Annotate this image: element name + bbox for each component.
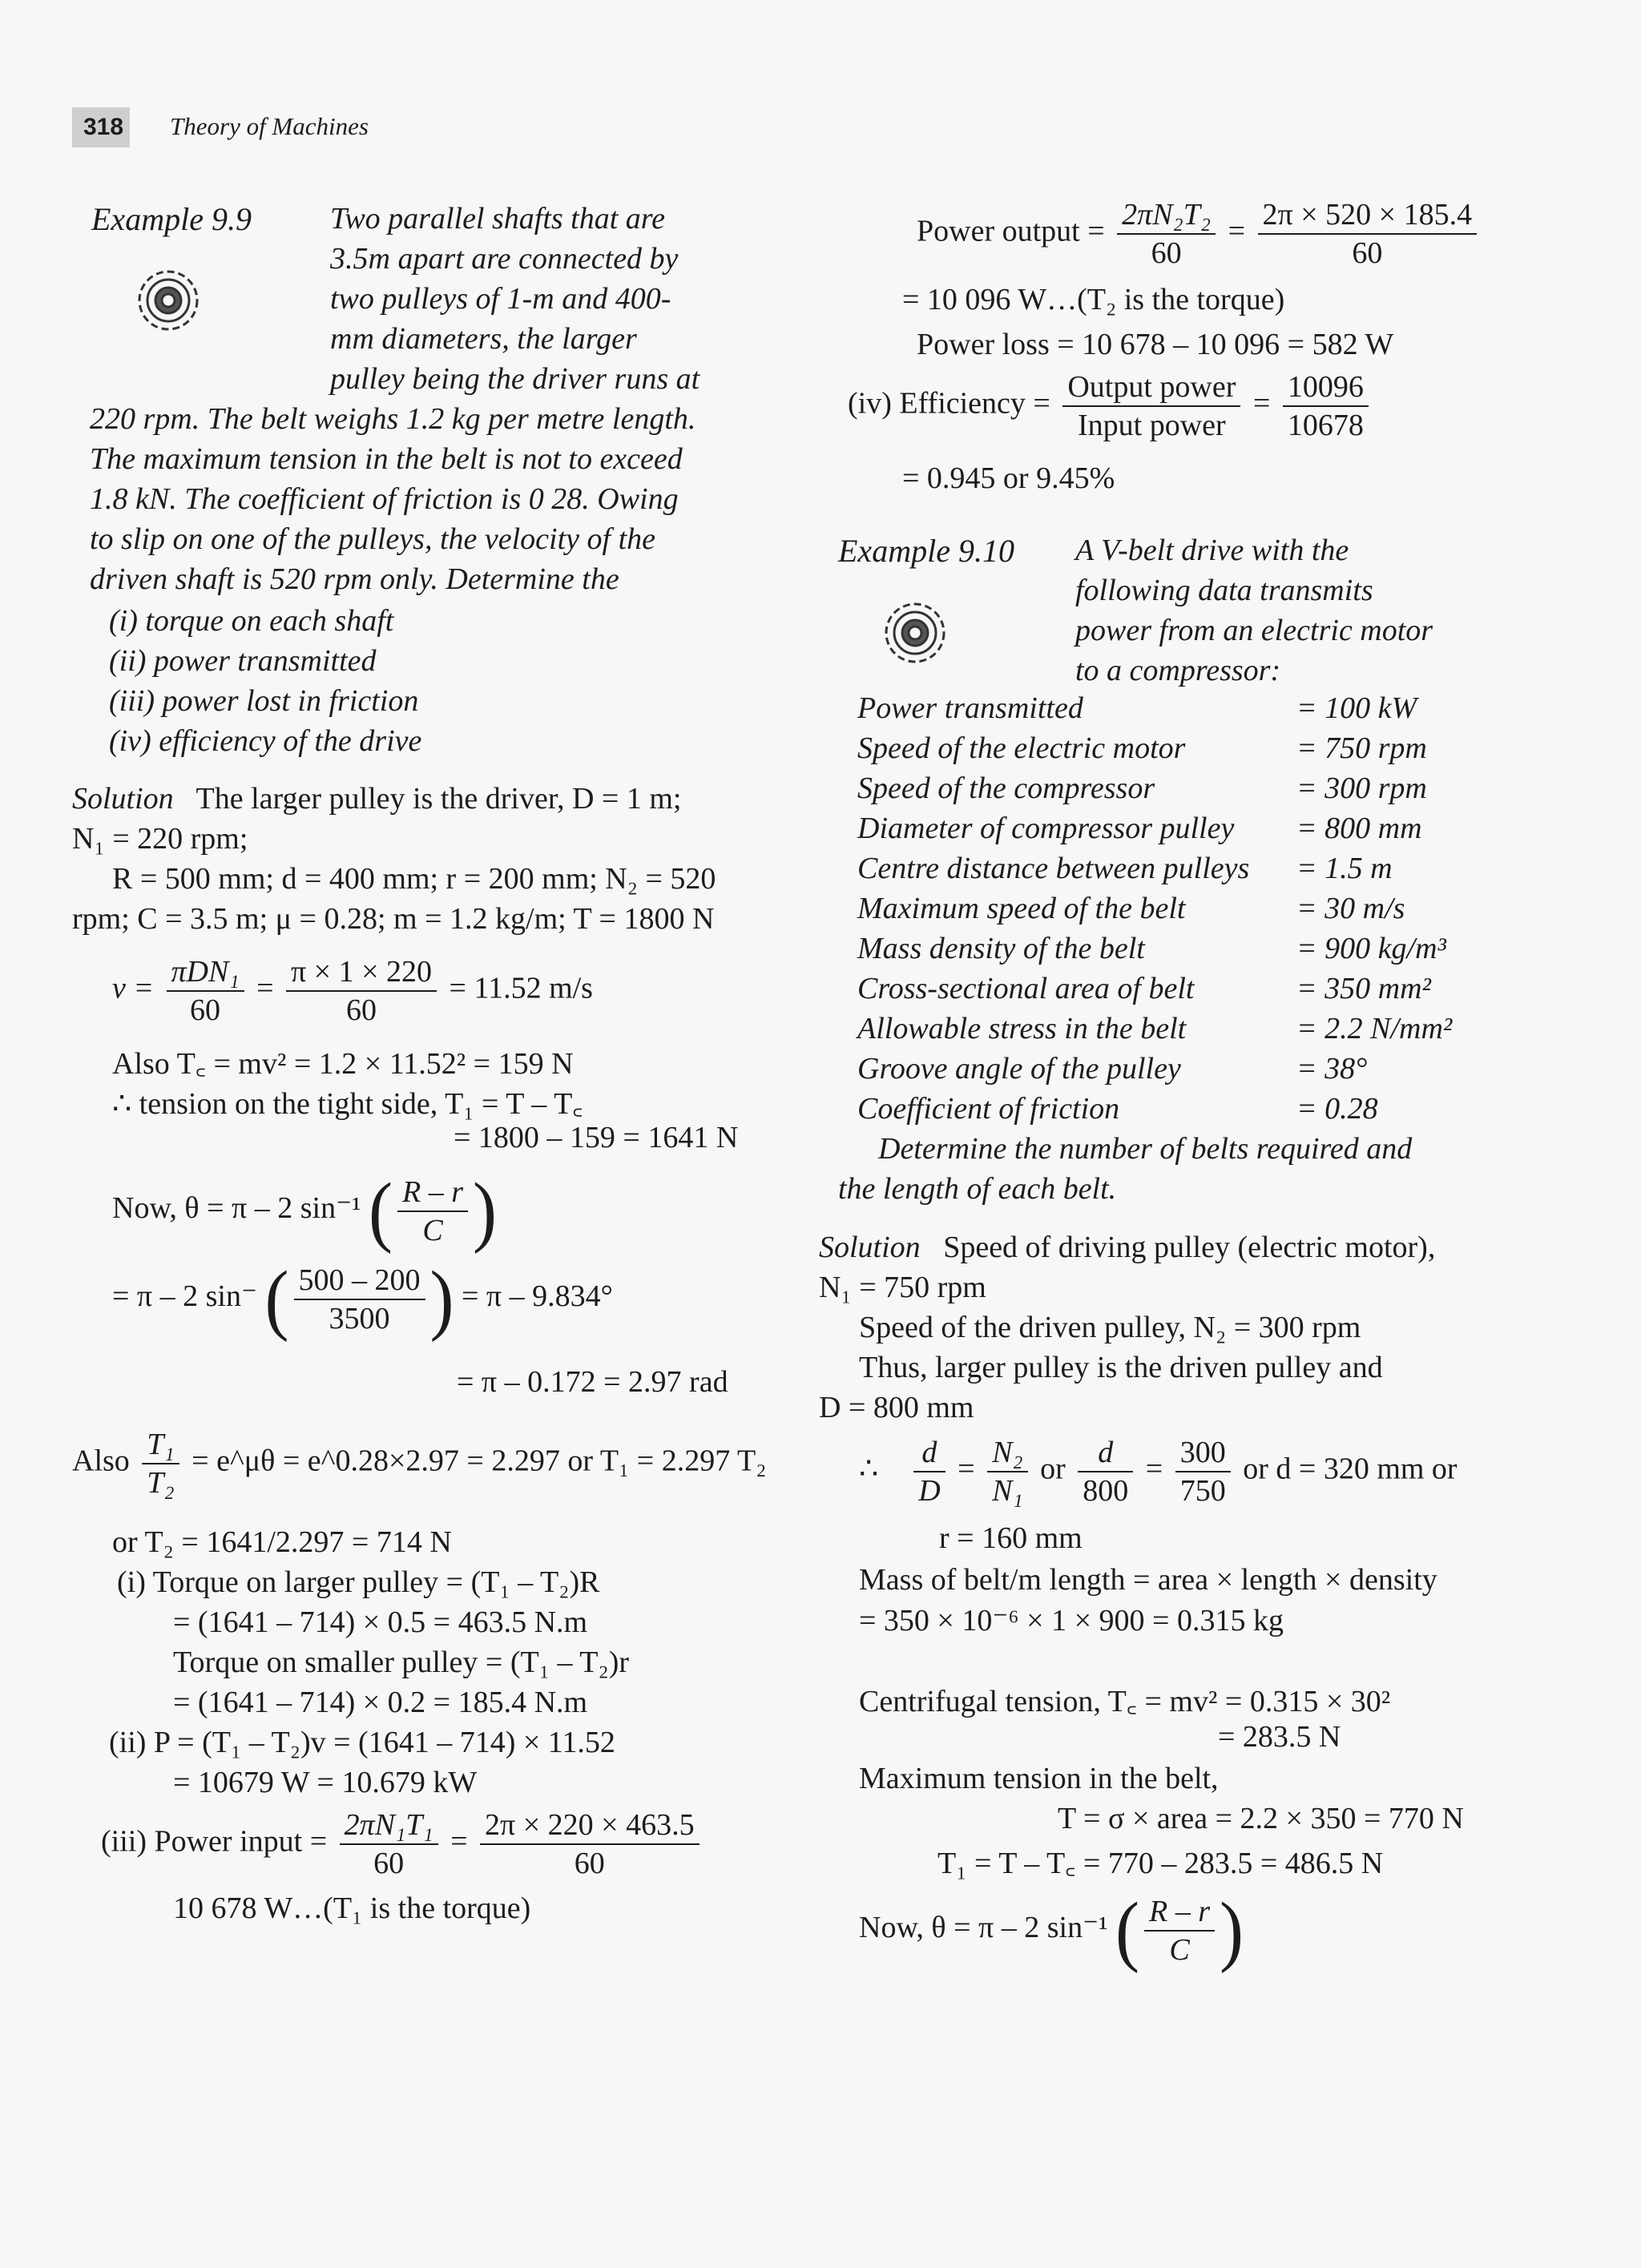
- problem-line: power from an electric motor: [1075, 614, 1433, 647]
- theta-equation: Now, θ = π – 2 sin⁻¹ ( $\frac{R - r}{C}$ ): [112, 1167, 497, 1255]
- task-item: (iv) efficiency of the drive: [109, 724, 422, 758]
- fraction: $\frac{d}{800}$: [1078, 1434, 1133, 1509]
- r-line: r = 160 mm: [939, 1521, 1083, 1555]
- torque-smaller-result: = (1641 – 714) × 0.2 = 185.4 N.m: [173, 1686, 588, 1719]
- efficiency-result: = 0.945 or 9.45%: [902, 461, 1115, 495]
- data-value: = 38°: [1296, 1052, 1368, 1086]
- data-value: = 750 rpm: [1296, 731, 1427, 765]
- example-9-10-label: Example 9.10: [838, 533, 1014, 569]
- power-input-equation: (iii) Power input = $\frac{\text{2πN₁T₁}}{60}$ = $\frac{2\pi \times 220 \times 463.5}{60}$: [101, 1807, 704, 1882]
- theta-substitution: = π – 2 sin⁻ ( $\frac{500 - 200}{3500}$ ) = π – 9.834°: [112, 1255, 613, 1343]
- data-value: = 300 rpm: [1296, 771, 1427, 805]
- problem-line: 3.5m apart are connected by: [330, 242, 679, 276]
- page-number-box: [72, 107, 130, 147]
- data-value: = 1.5 m: [1296, 852, 1393, 885]
- determine-line1: Determine the number of belts required and: [878, 1132, 1413, 1166]
- power-loss-line: Power loss = 10 678 – 10 096 = 582 W: [917, 328, 1394, 361]
- fraction: $\frac{\text{T₁}}{\text{T₂}}$: [142, 1426, 179, 1501]
- solution-9-9-line1: Solution The larger pulley is the driver, D = 1 m;: [72, 782, 682, 816]
- data-label: Cross-sectional area of belt: [857, 972, 1195, 1005]
- power-transmitted-result: = 10679 W = 10.679 kW: [173, 1766, 478, 1799]
- power-input-result: 10 678 W…(T₁ is the torque): [173, 1891, 531, 1925]
- solution-9-9-line3: R = 500 mm; d = 400 mm; r = 200 mm; N₂ = 520: [112, 862, 716, 896]
- example-9-9-problem-wrapped: [330, 199, 700, 399]
- problem-line: driven shaft is 520 rpm only. Determine the: [90, 562, 619, 596]
- fraction: $\frac{R - r}{C}$: [1144, 1893, 1215, 1968]
- data-label: Diameter of compressor pulley: [857, 812, 1235, 845]
- theta-result: = π – 0.172 = 2.97 rad: [457, 1365, 728, 1399]
- problem-line: Two parallel shafts that are: [330, 202, 666, 236]
- fraction: $\frac{R - r}{C}$: [397, 1174, 468, 1249]
- fraction: $\frac{2\pi \times 220 \times 463.5}{60}$: [480, 1807, 700, 1882]
- data-value: = 100 kW: [1296, 691, 1417, 725]
- solution-9-10-line4: Thus, larger pulley is the driven pulley and: [859, 1351, 1383, 1384]
- solution-9-10-line3: Speed of the driven pulley, N₂ = 300 rpm: [859, 1311, 1361, 1344]
- max-tension-line2: T = σ × area = 2.2 × 350 = 770 N: [1058, 1802, 1464, 1835]
- fraction: $\frac{\text{2πN₂T₂}}{60}$: [1117, 196, 1216, 272]
- task-item: (ii) power transmitted: [109, 644, 377, 678]
- data-value: = 30 m/s: [1296, 892, 1405, 925]
- data-label: Speed of the electric motor: [857, 731, 1186, 765]
- torque-larger-result: = (1641 – 714) × 0.5 = 463.5 N.m: [173, 1605, 588, 1639]
- power-transmitted-line: (ii) P = (T₁ – T₂)v = (1641 – 714) × 11.52: [109, 1726, 615, 1759]
- fraction: $\frac{500 - 200}{3500}$: [294, 1262, 425, 1337]
- data-label: Mass density of the belt: [857, 932, 1145, 965]
- problem-line: to a compressor:: [1075, 654, 1281, 687]
- mass-line2: = 350 × 10⁻⁶ × 1 × 900 = 0.315 kg: [859, 1604, 1284, 1638]
- max-tension-line1: Maximum tension in the belt,: [859, 1762, 1219, 1795]
- power-output-equation: Power output = $\frac{\text{2πN₂T₂}}{60}$ = $\frac{2\pi \times 520 \times 185.4}{60}$: [917, 196, 1482, 272]
- problem-line: The maximum tension in the belt is not to exceed: [90, 442, 683, 476]
- diameter-ratio-equation: ∴ $\frac{d}{D}$ = $\frac{\text{N₂}}{\text{N₁}}$ or $\frac{d}{800}$ = $\frac{300}{750}$ or d = 320 mm or: [859, 1436, 1458, 1508]
- problem-line: 1.8 kN. The coefficient of friction is 0 28. Owing: [90, 482, 679, 516]
- fraction: $\frac{300}{750}$: [1175, 1434, 1231, 1509]
- data-value: = 900 kg/m³: [1296, 932, 1446, 965]
- running-header-title: Theory of Machines: [170, 112, 369, 140]
- data-label: Maximum speed of the belt: [857, 892, 1186, 925]
- problem-line: mm diameters, the larger: [330, 322, 637, 356]
- centrifugal-line2: = 283.5 N: [1218, 1720, 1341, 1754]
- data-label: Coefficient of friction: [857, 1092, 1120, 1126]
- data-label: Speed of the compressor: [857, 771, 1155, 805]
- determine-line2: the length of each belt.: [838, 1172, 1117, 1206]
- fraction: $\frac{\text{πDN₁}}{60}$: [167, 953, 244, 1029]
- mass-line1: Mass of belt/m length = area × length × density: [859, 1563, 1437, 1597]
- fraction: $\frac{2\pi \times 520 \times 185.4}{60}$: [1258, 196, 1478, 272]
- task-item: (iii) power lost in friction: [109, 684, 419, 718]
- solution-9-10-line1: Solution Speed of driving pulley (electric motor),: [819, 1231, 1436, 1264]
- torque-smaller-line: Torque on smaller pulley = (T₁ – T₂)r: [173, 1646, 630, 1679]
- task-list: [109, 601, 421, 761]
- t2-line: or T₂ = 1641/2.297 = 714 N: [112, 1525, 452, 1559]
- data-label: Allowable stress in the belt: [857, 1012, 1187, 1045]
- example-9-9-label: Example 9.9: [91, 201, 252, 237]
- solution-label: Solution: [72, 782, 174, 816]
- solution-label: Solution: [819, 1231, 921, 1264]
- centrifugal-line1: Centrifugal tension, T꜀ = mv² = 0.315 × 30²: [859, 1685, 1391, 1718]
- problem-line: pulley being the driver runs at: [330, 362, 700, 396]
- torque-larger-line: (i) Torque on larger pulley = (T₁ – T₂)R: [117, 1565, 600, 1599]
- page-number: 318: [83, 114, 124, 140]
- problem-line: A V-belt drive with the: [1075, 534, 1349, 567]
- power-output-result: = 10 096 W…(T₂ is the torque): [902, 283, 1285, 316]
- data-label: Centre distance between pulleys: [857, 852, 1250, 885]
- problem-line: two pulleys of 1-m and 400-: [330, 282, 671, 316]
- solution-9-9-line4: rpm; C = 3.5 m; μ = 0.28; m = 1.2 kg/m; T = 1800 N: [72, 902, 715, 936]
- theta-equation-9-10: Now, θ = π – 2 sin⁻¹ ( $\frac{R - r}{C}$ ): [859, 1887, 1244, 1974]
- data-value: = 0.28: [1296, 1092, 1378, 1126]
- problem-line: 220 rpm. The belt weighs 1.2 kg per metre length.: [90, 402, 696, 436]
- data-value: = 2.2 N/mm²: [1296, 1012, 1453, 1045]
- data-label: Power transmitted: [857, 691, 1083, 725]
- fraction: $\frac{\text{N₂}}{\text{N₁}}$: [987, 1434, 1028, 1509]
- task-item: (i) torque on each shaft: [109, 604, 394, 638]
- efficiency-equation: (iv) Efficiency = $\frac{\text{Output power}}{\text{Input power}}$ = $\frac{10096}{10678}$: [848, 369, 1373, 444]
- max-tension-line3: T₁ = T – T꜀ = 770 – 283.5 = 486.5 N: [937, 1847, 1384, 1880]
- solution-9-10-line5: D = 800 mm: [819, 1391, 974, 1424]
- fraction: $\frac{\text{Output power}}{\text{Input power}}$: [1062, 369, 1240, 444]
- tension-ratio-equation: Also $\frac{\text{T₁}}{\text{T₂}}$ = e^μθ = e^0.28×2.97 = 2.297 or T₁ = 2.297 T₂: [72, 1428, 767, 1500]
- fraction: $\frac{\pi \times 1 \times 220}{60}$: [286, 953, 437, 1029]
- problem-line: following data transmits: [1075, 574, 1373, 607]
- fraction: $\frac{10096}{10678}$: [1283, 369, 1369, 444]
- example-9-9-problem-full: [90, 399, 696, 599]
- problem-line: to slip on one of the pulleys, the velocity of the: [90, 522, 655, 556]
- gear-icon: [120, 256, 216, 344]
- data-value: = 350 mm²: [1296, 972, 1431, 1005]
- velocity-equation: v = $\frac{\text{πDN₁}}{60}$ = $\frac{\pi \times 1 \times 220}{60}$ = 11.52 m/s: [112, 955, 593, 1027]
- fraction: $\frac{\text{2πN₁T₁}}{60}$: [340, 1807, 438, 1882]
- solution-9-9-line2: N₁ = 220 rpm;: [72, 822, 248, 856]
- centrifugal-tension-line: Also T꜀ = mv² = 1.2 × 11.52² = 159 N: [112, 1047, 574, 1081]
- tight-side-result: = 1800 – 159 = 1641 N: [454, 1121, 739, 1154]
- solution-9-10-line2: N₁ = 750 rpm: [819, 1271, 986, 1304]
- data-label: Groove angle of the pulley: [857, 1052, 1181, 1086]
- fraction: $\frac{d}{D}$: [913, 1434, 945, 1509]
- tight-side-line: ∴ tension on the tight side, T₁ = T – T꜀: [112, 1087, 583, 1121]
- gear-icon: [867, 589, 963, 677]
- example-9-10-problem: [1075, 530, 1433, 691]
- data-value: = 800 mm: [1296, 812, 1422, 845]
